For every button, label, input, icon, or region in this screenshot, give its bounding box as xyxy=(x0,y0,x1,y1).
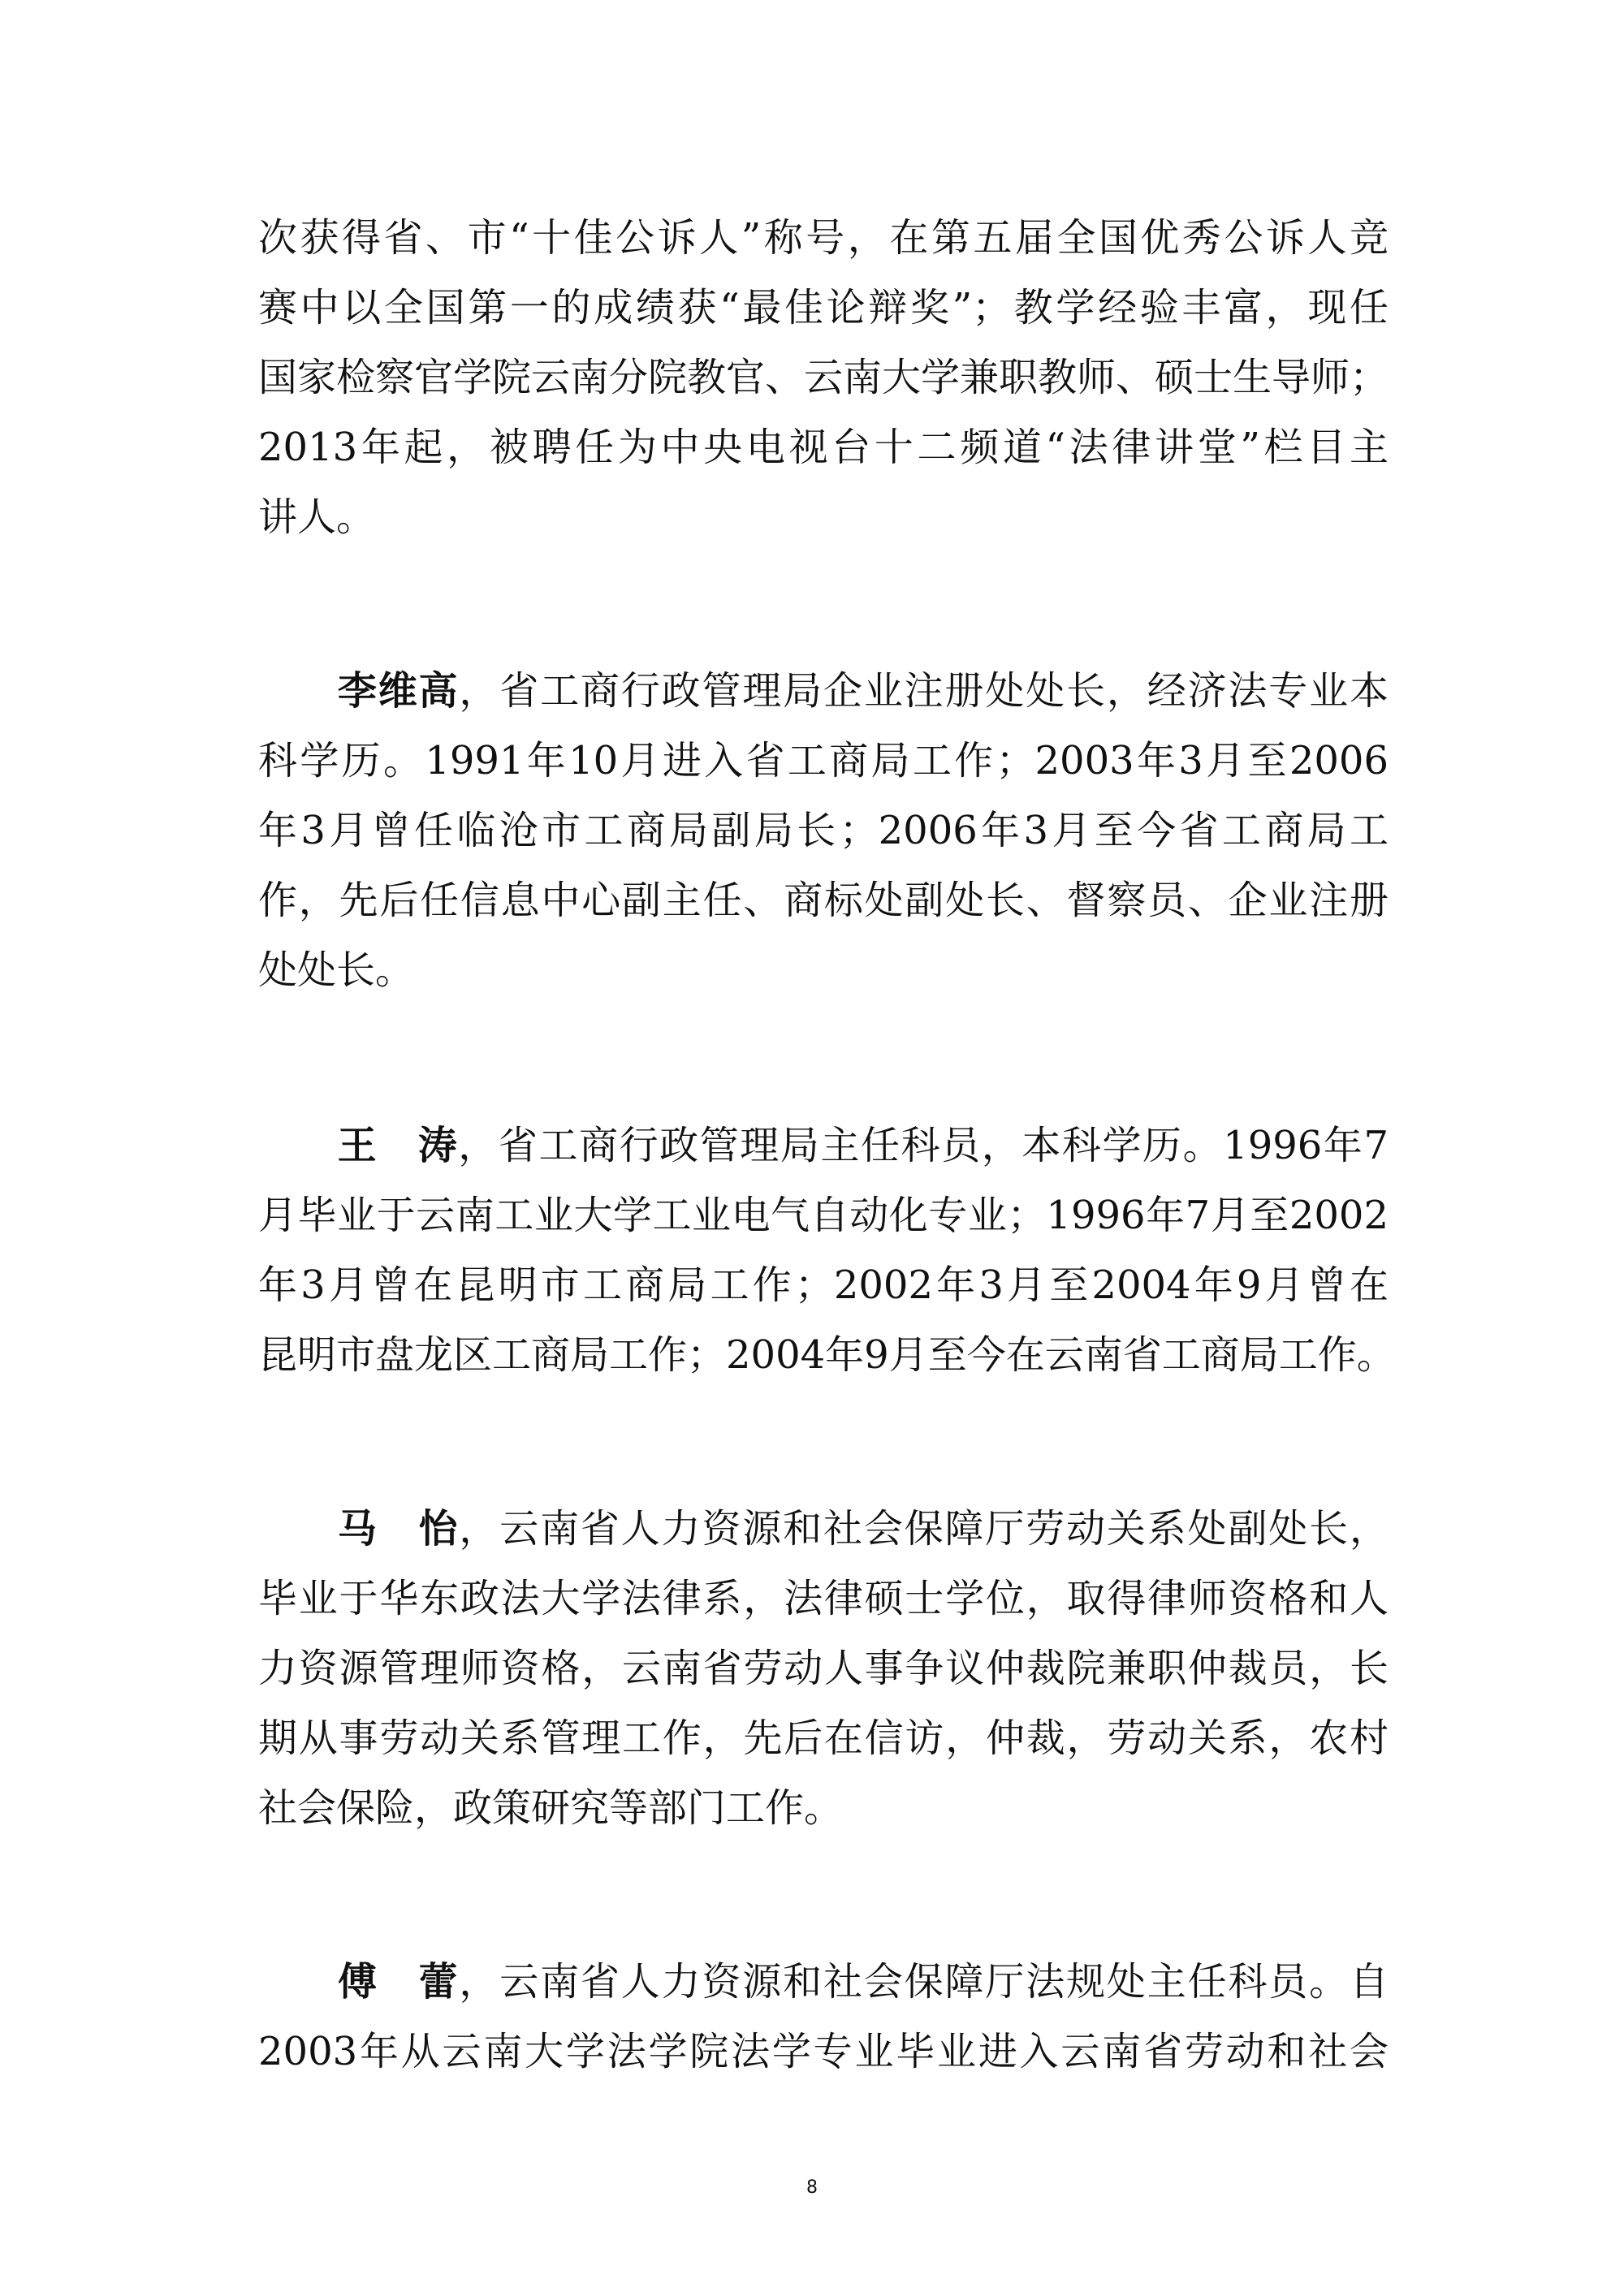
bio-li-first-line-text: ，省工商行政管理局企业注册处处长，经济法专业本 xyxy=(459,668,1389,714)
bio-fu-first-line-text: ，云南省人力资源和社会保障厅法规处主任科员。自 xyxy=(459,1959,1389,2005)
bio-ma-first-line-text: ，云南省人力资源和社会保障厅劳动关系处副处长， xyxy=(459,1506,1389,1552)
bio-ma-line-4: 期从事劳动关系管理工作，先后在信访，仲裁，劳动关系，农村 xyxy=(258,1716,1389,1761)
bio-ma-name: 马 怡 xyxy=(336,1506,460,1552)
intro-line-4: 2013年起，被聘任为中央电视台十二频道“法律讲堂”栏目主 xyxy=(258,425,1389,470)
bio-ma-line-5: 社会保险，政策研究等部门工作。 xyxy=(258,1785,844,1831)
bio-ma-first-line xyxy=(258,1492,1389,1565)
bio-li-line-5: 处处长。 xyxy=(258,947,415,993)
bio-li-line-2: 科学历。1991年10月进入省工商局工作；2003年3月至2006 xyxy=(258,738,1389,783)
bio-wang-line-3: 年3月曾在昆明市工商局工作；2002年3月至2004年9月曾在 xyxy=(258,1262,1389,1308)
bio-fu-first-line xyxy=(258,1945,1389,2018)
page-number: 8 xyxy=(806,2177,818,2198)
bio-wang-name: 王 涛 xyxy=(336,1123,459,1168)
intro-line-5: 讲人。 xyxy=(258,494,376,540)
bio-fu-name: 傅 蕾 xyxy=(336,1959,460,2005)
bio-ma-line-3: 力资源管理师资格，云南省劳动人事争议仲裁院兼职仲裁员，长 xyxy=(258,1646,1389,1691)
bio-wang-first-line xyxy=(258,1109,1389,1182)
bio-li-first-line xyxy=(258,654,1389,727)
bio-li-line-3: 年3月曾任临沧市工商局副局长；2006年3月至今省工商局工 xyxy=(258,808,1389,853)
intro-line-3: 国家检察官学院云南分院教官、云南大学兼职教师、硕士生导师； xyxy=(258,355,1389,400)
bio-li-line-4: 作，先后任信息中心副主任、商标处副处长、督察员、企业注册 xyxy=(258,878,1389,923)
intro-line-1: 次获得省、市“十佳公诉人”称号，在第五届全国优秀公诉人竞 xyxy=(258,215,1389,261)
bio-fu-line-2: 2003年从云南大学法学院法学专业毕业进入云南省劳动和社会 xyxy=(258,2029,1389,2074)
bio-ma-line-2: 毕业于华东政法大学法律系，法律硕士学位，取得律师资格和人 xyxy=(258,1576,1389,1621)
bio-wang-first-line-text: ，省工商行政管理局主任科员，本科学历。1996年7 xyxy=(458,1123,1389,1168)
intro-line-2: 赛中以全国第一的成绩获“最佳论辩奖”；教学经验丰富，现任 xyxy=(258,285,1389,330)
bio-li-name: 李维高 xyxy=(336,668,460,714)
bio-wang-line-2: 月毕业于云南工业大学工业电气自动化专业；1996年7月至2002 xyxy=(258,1193,1389,1238)
bio-wang-line-4: 昆明市盘龙区工商局工作；2004年9月至今在云南省工商局工作。 xyxy=(258,1332,1396,1378)
